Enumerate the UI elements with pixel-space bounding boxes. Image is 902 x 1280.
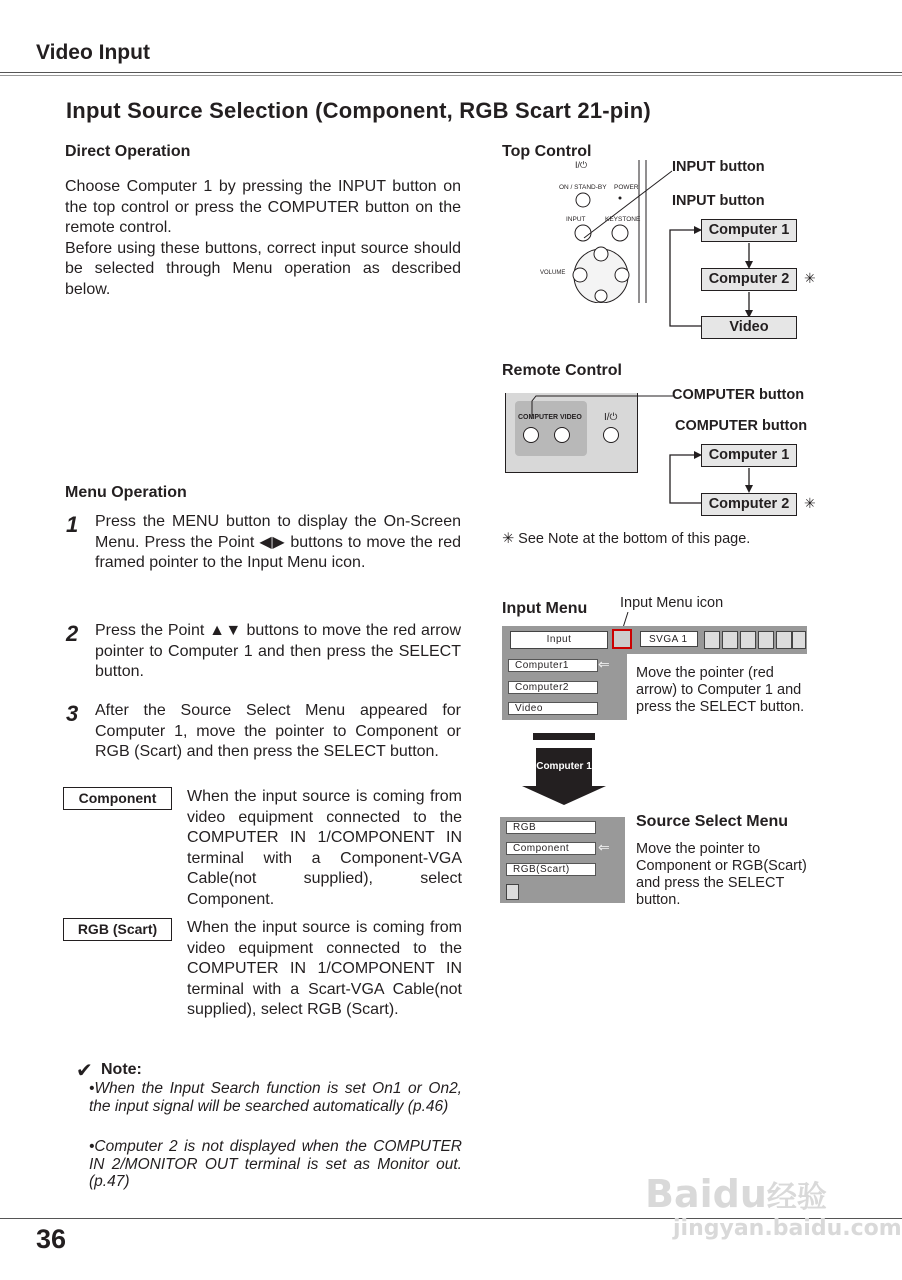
page-number: 36	[36, 1224, 67, 1254]
standby-symbol: I/⏻	[575, 160, 588, 170]
source-select-description: Move the pointer to Component or RGB(Scart) and press the SELECT button.	[636, 841, 807, 908]
source-row-rgb-scart[interactable]: RGB(Scart)	[506, 863, 596, 876]
exit-icon[interactable]	[506, 884, 519, 900]
input-menu-heading: Input Menu	[502, 600, 588, 617]
watermark-brand: Baidu	[645, 1172, 767, 1216]
menu-icon-7[interactable]	[792, 631, 806, 649]
watermark-brand-cn: 经验	[766, 1180, 827, 1215]
input-flow-label: INPUT button	[672, 193, 765, 209]
note-item-1: •When the Input Search function is set On1 or On2, the input signal will be searched automatically (p.46)	[89, 1080, 462, 1115]
rgb-scart-tag: RGB (Scart)	[63, 918, 172, 941]
direct-operation-paragraph-1: Choose Computer 1 by pressing the INPUT button on the top control or press the COMPUTER button on the remote control.	[65, 178, 461, 236]
page-title: Input Source Selection (Component, RGB Scart 21-pin)	[66, 98, 651, 123]
remote-power-button[interactable]	[603, 427, 619, 443]
arrow-label: Computer 1	[536, 761, 592, 772]
asterisk-icon: ✳	[804, 270, 816, 286]
note-heading: Note:	[101, 1061, 142, 1078]
component-tag: Component	[63, 787, 172, 810]
input-button-callout: INPUT button	[672, 159, 765, 175]
step-number-3: 3	[66, 701, 79, 726]
header-rule	[0, 72, 902, 73]
flow-computer-2: Computer 2	[701, 268, 797, 291]
menu-row-computer2[interactable]: Computer2	[508, 681, 598, 694]
remote-power-symbol: I/⏻	[604, 412, 618, 423]
source-select-heading: Source Select Menu	[636, 813, 789, 830]
step-number-1: 1	[66, 512, 79, 537]
power-label: POWER	[614, 184, 639, 191]
top-control-heading: Top Control	[502, 143, 592, 160]
standby-label: ON / STAND-BY	[559, 184, 607, 191]
rgb-scart-description: When the input source is coming from video equipment connected to the COMPUTER IN 1/COMPONENT IN terminal with a Scart-VGA Cable(not supplied), select RGB (Scart).	[187, 919, 462, 1018]
menu-row-video[interactable]: Video	[508, 702, 598, 715]
direct-operation-heading: Direct Operation	[65, 143, 191, 160]
volume-label: VOLUME	[540, 270, 566, 276]
step-text-1: Press the MENU button to display the On-Screen Menu. Press the Point ◀▶ buttons to move the red framed pointer to the Input Menu icon.	[95, 513, 461, 571]
menu-operation-heading: Menu Operation	[65, 484, 187, 501]
signal-indicator: SVGA 1	[640, 631, 698, 647]
input-label: INPUT	[566, 216, 586, 223]
remote-flow-computer-2: Computer 2	[701, 493, 797, 516]
watermark-url: jingyan.baidu.com	[673, 1216, 902, 1241]
source-row-component[interactable]: Component	[506, 842, 596, 855]
remote-asterisk-icon: ✳	[804, 495, 816, 511]
input-callout-line	[583, 170, 673, 240]
watermark-logo	[645, 1172, 827, 1216]
remote-buttons-label: COMPUTER VIDEO	[518, 414, 582, 421]
source-select-menu	[500, 817, 625, 903]
source-row-rgb[interactable]: RGB	[506, 821, 596, 834]
direct-operation-text	[65, 177, 461, 300]
menu-icon-3[interactable]	[722, 631, 738, 649]
component-description: When the input source is coming from video equipment connected to the COMPUTER IN 1/COMPONENT IN terminal with a Component-VGA Cable(not supplied), select Component.	[187, 788, 462, 908]
input-menu-icon-label: Input Menu icon	[620, 595, 724, 611]
input-menu-description: Move the pointer (red arrow) to Computer 1 and press the SELECT button.	[636, 665, 805, 715]
flow-video: Video	[701, 316, 797, 339]
direct-operation-paragraph-2: Before using these buttons, correct input source should be selected through Menu operation as described below.	[65, 239, 461, 298]
note-item-2: •Computer 2 is not displayed when the COMPUTER IN 2/MONITOR OUT terminal is set as Monitor out. (p.47)	[89, 1138, 462, 1190]
red-arrow-pointer-icon: ⇐	[598, 656, 610, 672]
menu-icon-2[interactable]	[704, 631, 720, 649]
section-title: Video Input	[36, 41, 150, 64]
video-button[interactable]	[554, 427, 570, 443]
keystone-label: KEYSTONE	[605, 216, 641, 223]
menu-icon-6[interactable]	[776, 631, 792, 649]
input-menu-bar	[502, 626, 807, 654]
arrow-bar	[533, 733, 595, 740]
step-text-3: After the Source Select Menu appeared for Computer 1, move the pointer to Component or RGB (Scart) and then press the SELECT button.	[95, 702, 461, 760]
see-note: ✳ See Note at the bottom of this page.	[502, 531, 751, 547]
step-number-2: 2	[66, 621, 79, 646]
remote-flow-computer-1: Computer 1	[701, 444, 797, 467]
input-menu-list	[502, 654, 627, 720]
computer-flow-label: COMPUTER button	[675, 418, 808, 434]
computer-button[interactable]	[523, 427, 539, 443]
computer-callout-line	[530, 395, 675, 420]
step-text-2: Press the Point ▲▼ buttons to move the red arrow pointer to Computer 1 and then press the SELECT button.	[95, 622, 461, 680]
menu-icon-5[interactable]	[758, 631, 774, 649]
header-rule-thin	[0, 75, 902, 76]
menu-row-computer1[interactable]: Computer1	[508, 659, 598, 672]
source-pointer-icon: ⇐	[598, 839, 610, 855]
flow-computer-1: Computer 1	[701, 219, 797, 242]
menu-icon-4[interactable]	[740, 631, 756, 649]
checkmark-icon: ✔	[76, 1060, 93, 1082]
input-menu-title: Input	[510, 631, 608, 649]
down-arrow-icon	[520, 748, 608, 806]
computer-button-callout: COMPUTER button	[672, 387, 805, 403]
input-menu-icon[interactable]	[612, 629, 632, 649]
remote-control-heading: Remote Control	[502, 362, 622, 379]
